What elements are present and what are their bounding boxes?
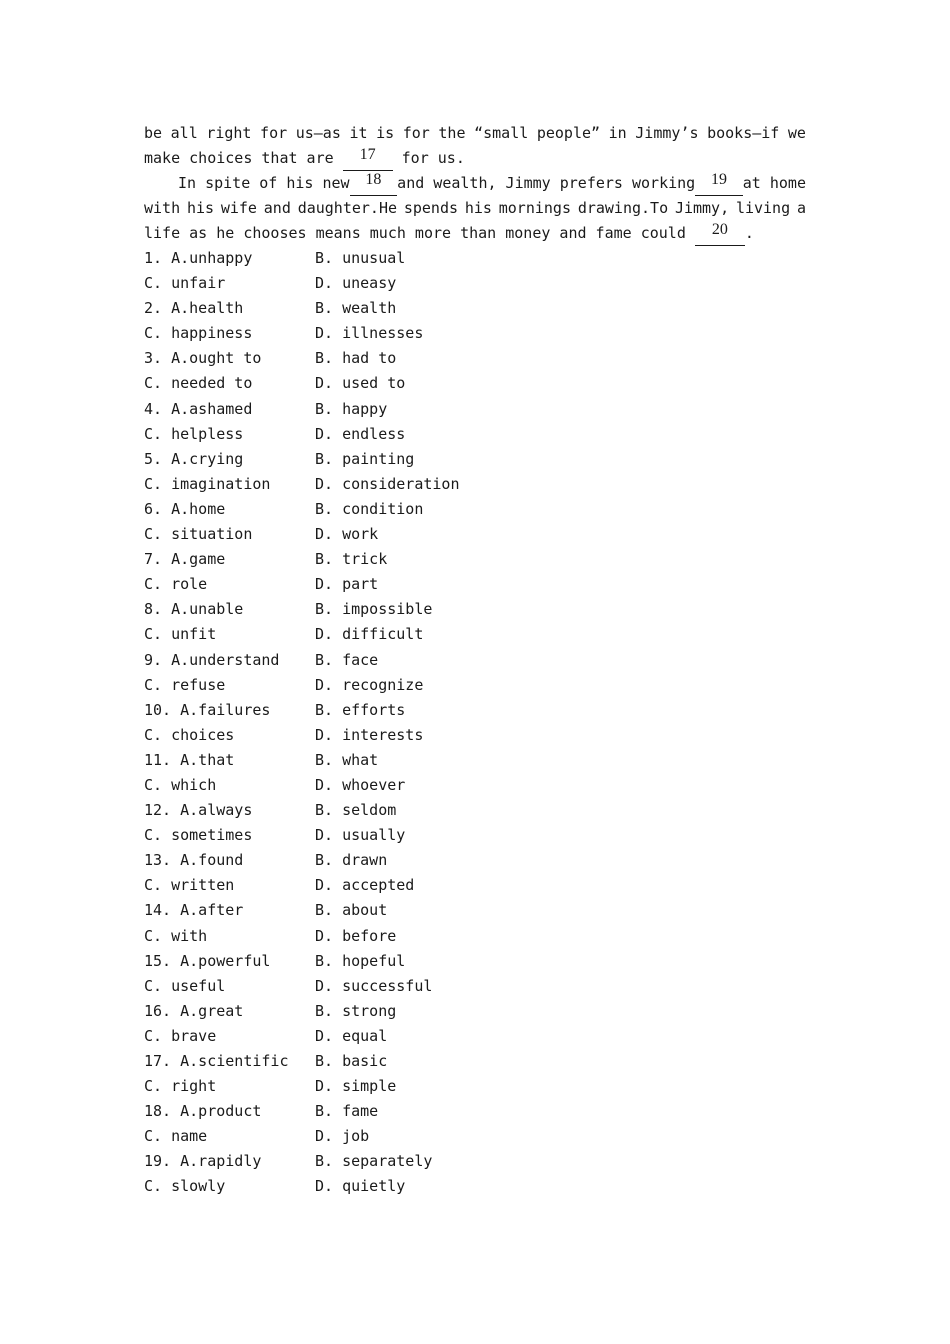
option-a: 17. A.scientific — [144, 1052, 289, 1070]
option-a: 6. A.home — [144, 499, 226, 518]
blank-19: 19 — [695, 171, 743, 196]
option-d: D. accepted — [315, 876, 415, 895]
option-a: 11. A.that — [144, 750, 235, 769]
option-c: C. happiness — [144, 324, 253, 343]
passage-word: Jimmy, — [674, 199, 730, 217]
option-d: D. simple — [315, 1077, 397, 1096]
option-b: B. what — [315, 750, 379, 769]
blank-20-wrap — [695, 221, 754, 246]
option-d: D. successful — [315, 976, 433, 995]
option-a: 19. A.rapidly — [144, 1152, 262, 1171]
option-b: B. strong — [315, 1001, 397, 1020]
passage-word: spends — [403, 199, 459, 217]
option-d: D. recognize — [315, 675, 424, 694]
passage-text-segment: make choices that are — [144, 149, 334, 167]
passage-word: be — [144, 124, 163, 142]
option-b: B. about — [315, 901, 388, 920]
passage-word: daughter.He — [297, 199, 398, 217]
option-b: B. hopeful — [315, 951, 406, 970]
option-b: B. drawn — [315, 851, 388, 870]
option-b: B. trick — [315, 550, 388, 569]
option-b: B. wealth — [315, 299, 397, 318]
blank-18: 18 — [350, 171, 398, 196]
passage-line-3 — [144, 171, 806, 196]
option-a: 7. A.game — [144, 550, 226, 569]
passage-line-5 — [144, 221, 806, 246]
passage-word: “small — [474, 124, 529, 142]
option-b: B. impossible — [315, 600, 433, 619]
passage-word: a — [796, 199, 806, 217]
option-c: C. brave — [144, 1026, 217, 1045]
option-a: 18. A.product — [144, 1102, 262, 1121]
blank-17: 17 — [343, 146, 393, 171]
passage-word: all — [170, 124, 198, 142]
passage-text-segment: In spite of his new — [178, 174, 350, 192]
option-b: B. unusual — [315, 249, 406, 267]
option-c: C. right — [144, 1077, 217, 1096]
passage-line-1 — [144, 121, 806, 146]
option-c: C. name — [144, 1127, 208, 1146]
option-d: D. job — [315, 1127, 370, 1146]
option-d: D. whoever — [315, 775, 406, 794]
option-b: B. efforts — [315, 700, 406, 719]
option-c: C. situation — [144, 525, 253, 544]
passage-word: is — [376, 124, 395, 142]
option-b: B. painting — [315, 449, 415, 468]
passage-word: in — [608, 124, 627, 142]
option-c: C. imagination — [144, 474, 271, 493]
option-c: C. helpless — [144, 424, 244, 443]
option-d: D. work — [315, 525, 379, 544]
option-d: D. consideration — [315, 474, 460, 493]
option-a: 9. A.understand — [144, 650, 280, 669]
option-c: C. sometimes — [144, 826, 253, 845]
passage-text-segment: for us. — [401, 149, 465, 167]
option-c: C. useful — [144, 976, 226, 995]
option-d: D. uneasy — [315, 274, 397, 293]
passage-word: and — [263, 199, 291, 217]
option-d: D. quietly — [315, 1177, 406, 1196]
passage-word: right — [206, 124, 252, 142]
passage-word: we — [787, 124, 806, 142]
option-c: C. slowly — [144, 1177, 226, 1196]
option-c: C. unfit — [144, 625, 217, 644]
option-c: C. with — [144, 926, 208, 945]
option-c: C. refuse — [144, 675, 226, 694]
passage-text — [144, 121, 806, 246]
option-b: B. seldom — [315, 801, 397, 820]
option-a: 10. A.failures — [144, 700, 271, 719]
passage-text-segment: at home — [742, 174, 806, 192]
option-a: 13. A.found — [144, 851, 244, 870]
passage-word: wife — [220, 199, 257, 217]
option-d: D. used to — [315, 374, 406, 393]
option-d: D. interests — [315, 725, 424, 744]
option-a: 14. A.after — [144, 901, 244, 920]
option-d: D. difficult — [315, 625, 424, 644]
passage-word: mornings — [498, 199, 571, 217]
option-a: 8. A.unable — [144, 600, 244, 619]
option-d: D. illnesses — [315, 324, 424, 343]
option-b: B. basic — [315, 1052, 388, 1070]
option-d: D. before — [315, 926, 397, 945]
passage-text-segment: life as he chooses means much more than money and fame could — [144, 224, 686, 242]
passage-word: with — [144, 199, 181, 217]
option-b: B. happy — [315, 399, 388, 418]
passage-word: Jimmy’s — [635, 124, 699, 142]
option-b: B. fame — [315, 1102, 379, 1121]
option-d: D. equal — [315, 1026, 388, 1045]
option-c: C. choices — [144, 725, 235, 744]
blank-20: 20 — [695, 221, 745, 246]
passage-word: the — [438, 124, 466, 142]
option-b: B. had to — [315, 349, 397, 368]
passage-word: for — [260, 124, 288, 142]
passage-word: us—as — [295, 124, 341, 142]
option-a: 4. A.ashamed — [144, 399, 253, 418]
passage-word: living — [735, 199, 791, 217]
passage-text-segment: . — [744, 224, 754, 242]
option-a: 2. A.health — [144, 299, 244, 318]
option-a: 16. A.great — [144, 1001, 244, 1020]
option-a: 1. A.unhappy — [144, 249, 253, 267]
option-d: D. endless — [315, 424, 406, 443]
option-c: C. needed to — [144, 374, 253, 393]
passage-word: books—if — [707, 124, 780, 142]
option-b: B. separately — [315, 1152, 433, 1171]
option-d: D. usually — [315, 826, 406, 845]
passage-word: it — [349, 124, 368, 142]
passage-word: his — [186, 199, 215, 217]
passage-word: his — [464, 199, 492, 217]
option-b: B. face — [315, 650, 379, 669]
passage-word: drawing.To — [577, 199, 669, 217]
option-c: C. which — [144, 775, 217, 794]
passage-text-segment: and wealth, Jimmy prefers working — [397, 174, 696, 192]
passage-line-4 — [144, 196, 806, 221]
passage-line-2 — [144, 146, 806, 171]
option-a: 5. A.crying — [144, 449, 244, 468]
option-a: 15. A.powerful — [144, 951, 271, 970]
option-b: B. condition — [315, 499, 424, 518]
option-a: 12. A.always — [144, 801, 253, 820]
passage-word: people” — [536, 124, 601, 142]
option-d: D. part — [315, 575, 379, 594]
option-c: C. role — [144, 575, 208, 594]
passage-word: for — [402, 124, 430, 142]
option-c: C. unfair — [144, 274, 226, 293]
option-c: C. written — [144, 876, 235, 895]
option-a: 3. A.ought to — [144, 349, 262, 368]
